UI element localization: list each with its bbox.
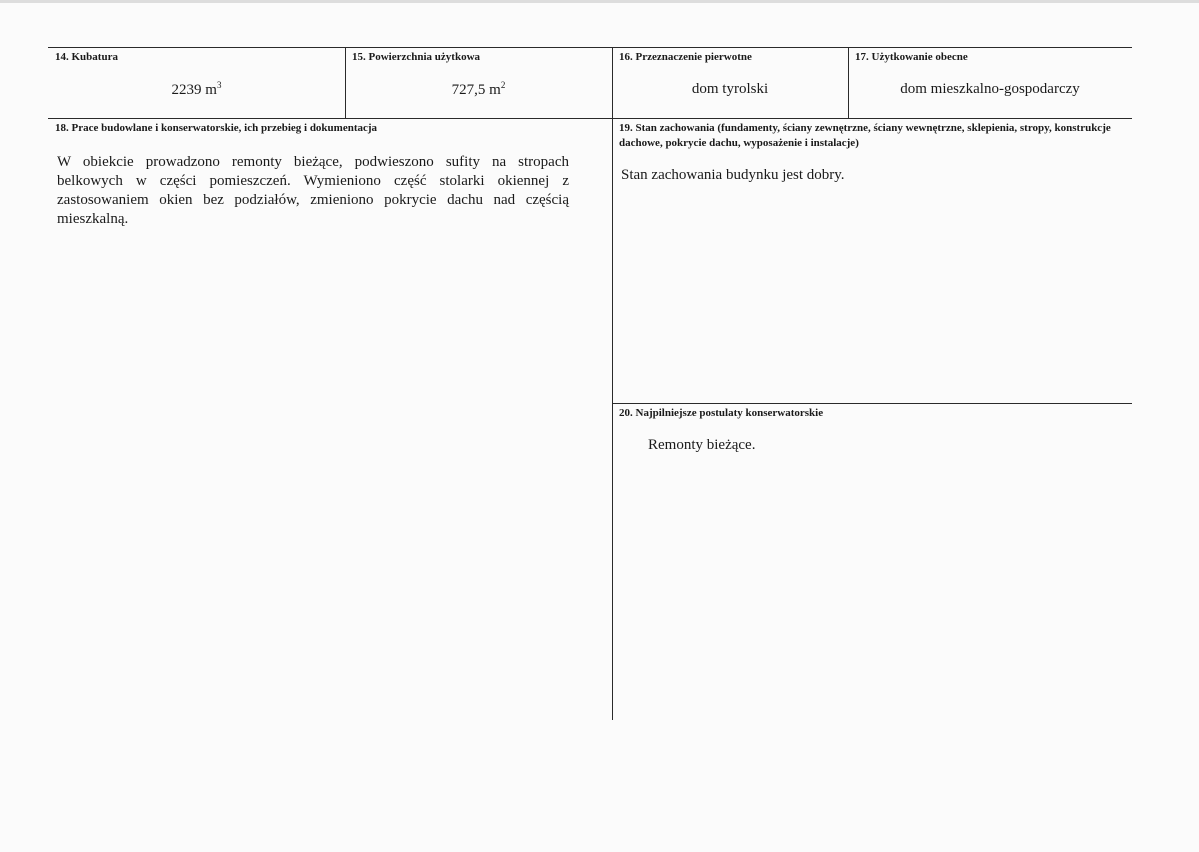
table-top-border	[48, 47, 1132, 48]
field-label-kubatura: 14. Kubatura	[55, 51, 118, 63]
section20-text: Remonty bieżące.	[648, 437, 756, 453]
scan-edge	[0, 0, 1199, 3]
field-value-powierzchnia: 727,5 $m^2$	[451, 80, 506, 98]
field-value-uzytkowanie: dom mieszkalno-gospodarczy	[900, 81, 1080, 97]
field-label-przeznaczenie: 16. Przeznaczenie pierwotne	[619, 51, 752, 63]
column-divider	[612, 47, 613, 720]
section-divider	[612, 403, 1132, 404]
section19-text: Stan zachowania budynku jest dobry.	[621, 167, 845, 183]
section20-label: 20. Najpilniejsze postulaty konserwatorskie	[619, 407, 824, 419]
field-label-uzytkowanie: 17. Użytkowanie obecne	[855, 51, 968, 63]
table-row-divider	[48, 118, 1132, 119]
section18-text: W obiekcie prowadzono remonty bieżące, podwieszono sufity na stropach belkowych w części pomieszczeń. Wymieniono część stolarki okiennej z zastosowaniem okien bez podziałów, zmieniono pokrycie dachu nad częścią mieszkalną.	[57, 154, 569, 227]
field-value-kubatura: 2239 $m^3$	[171, 80, 222, 98]
field-value-przeznaczenie: dom tyrolski	[691, 81, 769, 97]
section19-label: 19. Stan zachowania (fundamenty, ściany zewnętrzne, ściany wewnętrzne, sklepienia, stropy, konstrukcje dachowe, pokrycie dachu, wyposażenie i instalacje)	[619, 122, 1111, 149]
field-label-powierzchnia: 15. Powierzchnia użytkowa	[352, 51, 481, 63]
section18-label: 18. Prace budowlane i konserwatorskie, ich przebieg i dokumentacja	[55, 122, 378, 134]
